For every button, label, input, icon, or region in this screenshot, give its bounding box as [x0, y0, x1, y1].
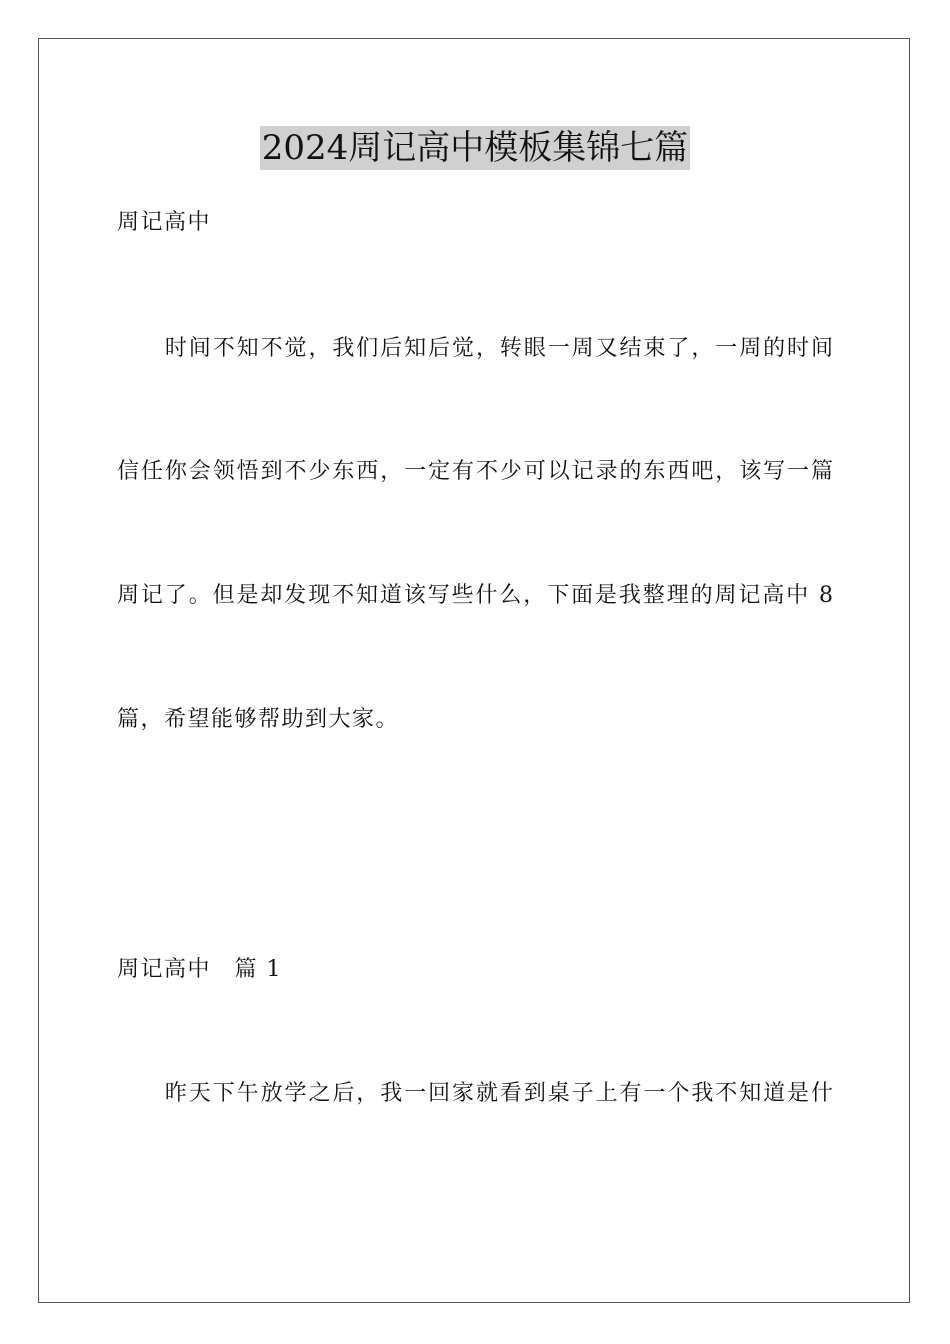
section-heading: 周记高中 篇 1	[117, 957, 282, 982]
intro-line-2: 信任你会领悟到不少东西，一定有不少可以记录的东西吧，该写一篇	[117, 459, 833, 484]
document-title: 2024周记高中模板集锦七篇	[261, 128, 689, 168]
title-container	[0, 126, 950, 170]
subtitle: 周记高中	[117, 210, 212, 235]
intro-line-3: 周记了。但是却发现不知道该写些什么，下面是我整理的周记高中 8	[117, 583, 833, 608]
intro-line-4: 篇，希望能够帮助到大家。	[117, 707, 400, 732]
intro-line-1: 时间不知不觉，我们后知后觉，转眼一周又结束了，一周的时间	[117, 336, 833, 361]
section-first-line: 昨天下午放学之后，我一回家就看到桌子上有一个我不知道是什	[117, 1081, 833, 1106]
